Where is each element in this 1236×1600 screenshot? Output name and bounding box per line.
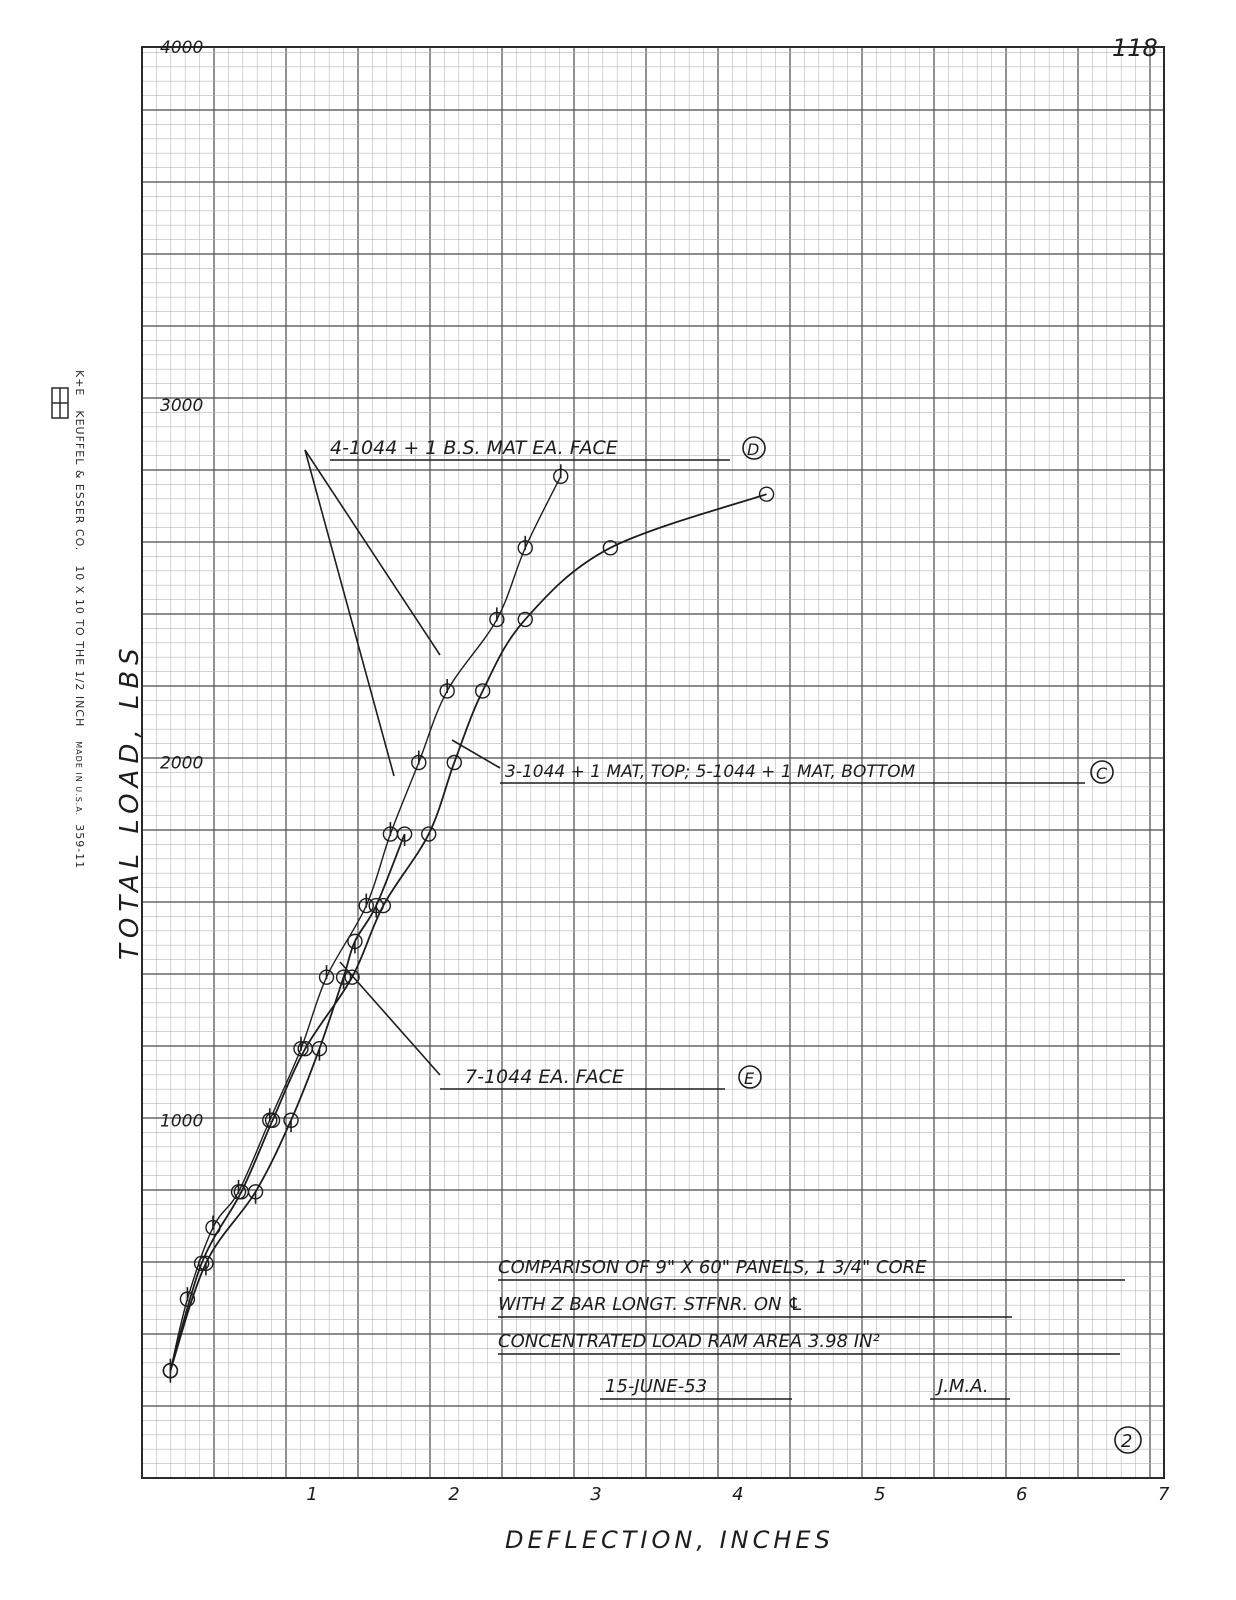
x-axis-title: DEFLECTION, INCHES [505,1526,834,1554]
note-line-1: COMPARISON OF 9" X 60" PANELS, 1 3/4" CORE [498,1257,927,1278]
series-tag-c: C [1096,764,1108,783]
note-date: 15-JUNE-53 [605,1376,708,1397]
x-tick-label: 2 [448,1484,460,1505]
series-tag-e: E [744,1069,755,1088]
x-tick-label: 6 [1016,1484,1028,1505]
x-tick-label: 1 [306,1484,318,1505]
x-tick-label: 3 [590,1484,602,1505]
paper-brand-maker: KEUFFEL & ESSER CO. [73,410,86,552]
series-label-e: 7-1044 EA. FACE [465,1066,624,1088]
y-tick-label: 2000 [160,753,204,774]
figure-number: 2 [1121,1431,1133,1452]
note-line-3: CONCENTRATED LOAD RAM AREA 3.98 IN² [498,1331,880,1352]
x-tick-label: 5 [874,1484,886,1505]
x-tick-label: 4 [732,1484,744,1505]
x-tick-label: 7 [1158,1484,1170,1505]
paper-brand-text [73,370,86,869]
page-number: 118 [1112,34,1158,62]
series-tag-d: D [747,440,760,459]
paper-brand-catalog: 359-11 [73,824,86,870]
note-initials: J.M.A. [938,1376,989,1397]
paper-brand-imprint [46,370,86,870]
y-axis-title: TOTAL LOAD, LBS [115,642,145,960]
y-tick-label: 3000 [160,395,204,416]
note-line-2: WITH Z BAR LONGT. STFNR. ON ℄ [498,1294,804,1315]
paper-brand-logo: K+E [73,370,86,397]
series-label-d: 4-1044 + 1 B.S. MAT EA. FACE [330,437,618,459]
y-tick-label: 4000 [160,38,204,58]
y-tick-label: 1000 [160,1111,204,1132]
paper-brand-ruling: 10 X 10 TO THE 1/2 INCH [73,565,86,728]
series-label-c: 3-1044 + 1 MAT, TOP; 5-1044 + 1 MAT, BOTTOM [505,762,916,782]
paper-brand-made-in: MADE IN U.S.A. [74,741,83,817]
